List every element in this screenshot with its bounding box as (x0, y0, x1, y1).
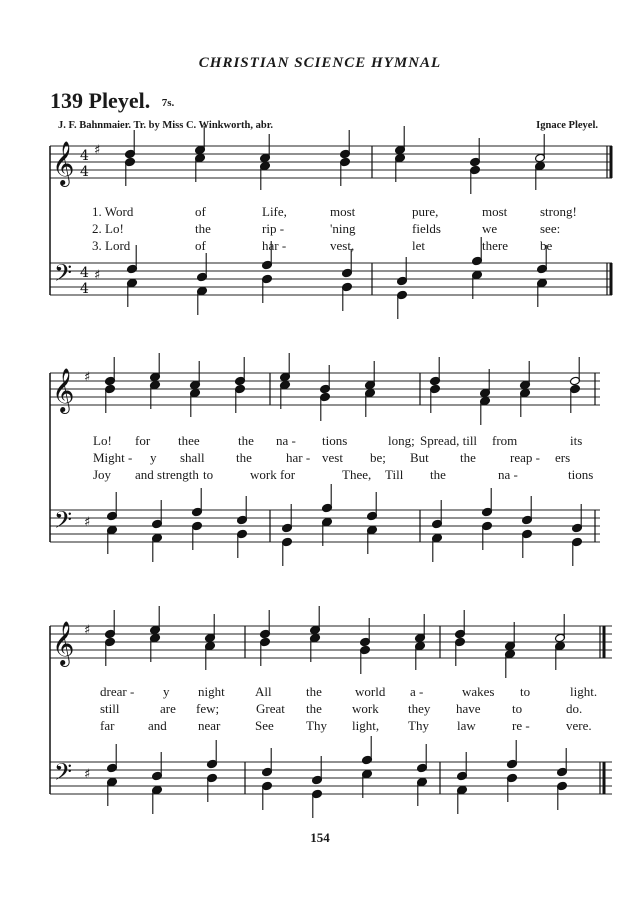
lyric-syllable: do. (566, 701, 583, 716)
treble-clef: 𝄞 (52, 368, 75, 412)
lyric-syllable: 2. Lo! (92, 221, 124, 236)
lyric-verse-3 (0, 717, 640, 734)
lyric-syllable: na - (498, 467, 518, 482)
lyric-syllable: vere. (566, 718, 592, 733)
lyric-syllable: All (255, 684, 272, 699)
lyric-syllable: pure, (412, 204, 439, 219)
key-signature-sharp: ♯ (84, 515, 91, 530)
lyric-syllable: vest, (330, 238, 355, 253)
lyric-syllable: still (100, 701, 120, 716)
lyric-syllable: tions (568, 467, 594, 482)
lyric-syllable: fields (412, 221, 441, 236)
lyric-syllable: world (355, 684, 386, 699)
tune-name: Pleyel. (88, 88, 151, 113)
composer-credit: Ignace Pleyel. (536, 120, 598, 131)
treble-clef: 𝄞 (52, 141, 75, 185)
lyric-syllable: to (512, 701, 523, 716)
lyric-syllable: from (492, 433, 518, 448)
lyric-syllable: work for (250, 467, 296, 482)
key-signature-sharp: ♯ (84, 623, 91, 638)
lyric-verse-2 (0, 220, 640, 237)
lyric-syllable: see: (540, 221, 561, 236)
lyric-syllable: most (482, 204, 508, 219)
key-signature-sharp: ♯ (94, 268, 101, 283)
lyric-syllable: Thy (408, 718, 429, 733)
lyrics-system-3 (0, 683, 640, 734)
lyric-syllable: light, (352, 718, 380, 733)
lyric-syllable: thee (178, 433, 200, 448)
lyric-syllable: Till (385, 467, 404, 482)
lyric-syllable: work (352, 701, 379, 716)
lyric-syllable: the (236, 450, 252, 465)
lyric-syllable: we (482, 221, 498, 236)
time-signature: 4 (80, 148, 89, 164)
lyric-syllable: near (198, 718, 221, 733)
lyric-syllable: reap - (510, 450, 540, 465)
lyric-syllable: the (306, 701, 322, 716)
key-signature-sharp: ♯ (94, 143, 101, 158)
lyric-syllable: be; (370, 450, 386, 465)
lyric-syllable: 'ning (330, 221, 356, 236)
lyric-verse-1 (0, 203, 640, 220)
lyric-syllable: y (163, 684, 170, 699)
lyric-syllable: strong! (540, 204, 577, 219)
time-signature: 4 (80, 281, 89, 297)
lyric-verse-3 (0, 466, 640, 483)
lyric-syllable: Spread, till (420, 433, 478, 448)
lyric-syllable: most (330, 204, 356, 219)
lyric-verse-2 (0, 449, 640, 466)
lyric-syllable: the (430, 467, 446, 482)
lyric-syllable: Life, (262, 204, 287, 219)
lyric-verse-2 (0, 700, 640, 717)
lyric-syllable: they (408, 701, 431, 716)
lyric-syllable: and (148, 718, 167, 733)
lyric-syllable: be (540, 238, 553, 253)
lyric-syllable: Might - (93, 450, 133, 465)
lyric-syllable: shall (180, 450, 205, 465)
lyric-syllable: of (195, 204, 206, 219)
lyric-verse-1 (0, 432, 640, 449)
lyric-syllable: light. (570, 684, 598, 699)
lyric-syllable: of (195, 238, 206, 253)
lyric-syllable: the (460, 450, 476, 465)
lyric-syllable: rip - (262, 221, 285, 236)
lyrics-system-1 (0, 203, 640, 254)
lyric-syllable: See (255, 718, 274, 733)
bass-clef: 𝄢 (54, 259, 73, 292)
lyric-syllable: long; (388, 433, 415, 448)
lyric-syllable: har - (262, 238, 287, 253)
lyric-syllable: 1. Word (92, 204, 134, 219)
lyric-syllable: drear - (100, 684, 135, 699)
lyric-syllable: have (456, 701, 481, 716)
lyric-syllable: and strength (135, 467, 199, 482)
lyric-syllable: the (238, 433, 254, 448)
lyric-syllable: But (410, 450, 429, 465)
lyric-syllable: y (150, 450, 157, 465)
bass-clef: 𝄢 (54, 506, 73, 539)
lyric-syllable: the (306, 684, 322, 699)
lyric-syllable: Great (256, 701, 285, 716)
time-signature: 4 (80, 265, 89, 281)
lyric-syllable: few; (196, 701, 220, 716)
lyric-syllable: to (520, 684, 531, 699)
lyric-syllable: wakes (462, 684, 495, 699)
time-signature: 4 (80, 164, 89, 180)
hymn-meter: 7s. (161, 96, 175, 109)
lyric-syllable: 3. Lord (92, 238, 131, 253)
lyric-syllable: ers (555, 450, 571, 465)
lyric-verse-3 (0, 237, 640, 254)
lyric-syllable: har - (286, 450, 311, 465)
running-header: CHRISTIAN SCIENCE HYMNAL (198, 55, 442, 71)
lyric-syllable: the (195, 221, 211, 236)
lyric-syllable: let (412, 238, 425, 253)
lyric-syllable: re - (512, 718, 530, 733)
key-signature-sharp: ♯ (84, 370, 91, 385)
lyric-syllable: its (570, 433, 583, 448)
lyric-syllable: night (198, 684, 225, 699)
lyric-syllable: far (100, 718, 115, 733)
lyrics-system-2 (0, 432, 640, 483)
lyric-syllable: vest (322, 450, 343, 465)
hymn-number: 139 (50, 88, 83, 113)
bass-clef: 𝄢 (54, 758, 73, 791)
lyric-syllable: there (482, 238, 508, 253)
lyric-syllable: for (135, 433, 151, 448)
lyric-syllable: Thy (306, 718, 327, 733)
text-credit: J. F. Bahnmaier. Tr. by Miss C. Winkworth, abr. (58, 120, 274, 131)
lyric-syllable: tions (322, 433, 348, 448)
page-number: 154 (310, 830, 330, 845)
lyric-syllable: Thee, (342, 467, 372, 482)
lyric-syllable: Joy (93, 467, 112, 482)
lyric-syllable: law (457, 718, 476, 733)
lyric-verse-1 (0, 683, 640, 700)
treble-clef: 𝄞 (52, 621, 75, 665)
lyric-syllable: are (160, 701, 176, 716)
key-signature-sharp: ♯ (84, 767, 91, 782)
lyric-syllable: a - (410, 684, 424, 699)
lyric-syllable: to (203, 467, 214, 482)
lyric-syllable: na - (276, 433, 296, 448)
lyric-syllable: Lo! (93, 433, 112, 448)
